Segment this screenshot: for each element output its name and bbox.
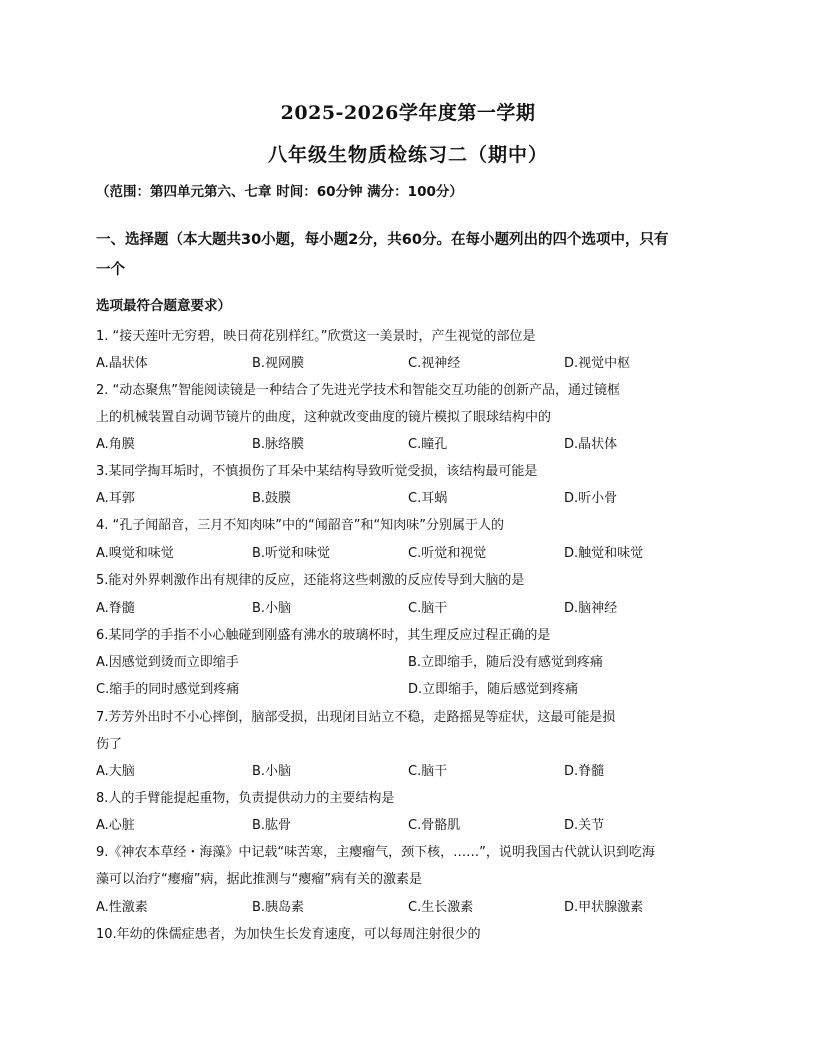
question-2-option-d: D.晶状体: [564, 437, 618, 452]
question-2-option-a: A.角膜: [96, 437, 135, 452]
question-7-option-a: A.大脑: [96, 764, 135, 779]
question-4-option-d: D.触觉和味觉: [564, 546, 644, 561]
exam-subtitle: 八年级生物质检练习二（期中）: [267, 144, 548, 166]
question-6-option-c: C.缩手的同时感觉到疼痛: [96, 682, 240, 697]
question-8-option-d: D.关节: [564, 818, 605, 833]
question-7-option-c: C.脑干: [408, 764, 448, 779]
question-8-option-c: C.骨骼肌: [408, 818, 461, 833]
question-9-option-c: C.生长激素: [408, 900, 474, 915]
question-8-stem: 8.人的手臂能提起重物，负责提供动力的主要结构是: [96, 791, 395, 806]
question-1-option-b: B.视网膜: [252, 356, 305, 371]
question-2-option-c: C.瞳孔: [408, 437, 448, 452]
question-3-stem: 3.某同学掏耳垢时，不慎损伤了耳朵中某结构导致听觉受损，该结构最可能是: [96, 464, 538, 479]
question-6-option-d: D.立即缩手，随后感觉到疼痛: [408, 682, 579, 697]
section-heading-line3: 选项最符合题意要求）: [96, 298, 231, 314]
question-4-option-a: A.嗅觉和味觉: [96, 546, 174, 561]
exam-range-info: （范围：第四单元第六、七章 时间：60分钟 满分：100分）: [96, 184, 463, 200]
question-7-stem-line1: 7.芳芳外出时不小心摔倒，脑部受损，出现闭目站立不稳，走路摇晃等症状，这最可能是损: [96, 710, 616, 725]
question-1-stem: 1. “接天莲叶无穷碧，映日荷花别样红。”欣赏这一美景时，产生视觉的部位是: [96, 329, 536, 344]
question-6-option-b: B.立即缩手，随后没有感觉到疼痛: [408, 655, 604, 670]
question-3-option-b: B.鼓膜: [252, 491, 292, 506]
question-3-option-d: D.听小骨: [564, 491, 618, 506]
question-2-option-b: B.脉络膜: [252, 437, 305, 452]
question-2-stem-line2: 上的机械装置自动调节镜片的曲度，这种就改变曲度的镜片模拟了眼球结构中的: [96, 410, 552, 425]
question-8-option-b: B.肱骨: [252, 818, 292, 833]
question-7-stem-line2: 伤了: [96, 737, 123, 752]
question-9-stem-line1: 9.《神农本草经・海藻》中记载“味苦寒，主瘿瘤气，颈下核，……”，说明我国古代就认识到吃海: [96, 845, 655, 860]
question-4-option-b: B.听觉和味觉: [252, 546, 331, 561]
question-9-option-d: D.甲状腺激素: [564, 900, 644, 915]
question-9-option-b: B.胰岛素: [252, 900, 305, 915]
question-7-option-d: D.脊髓: [564, 764, 605, 779]
exam-title: 2025-2026学年度第一学期: [280, 102, 536, 124]
question-5-stem: 5.能对外界刺激作出有规律的反应，还能将这些刺激的反应传导到大脑的是: [96, 573, 525, 588]
question-9-stem-line2: 藻可以治疗“瘿瘤”病，据此推测与“瘿瘤”病有关的激素是: [96, 872, 422, 887]
question-1-option-c: C.视神经: [408, 356, 461, 371]
question-5-option-c: C.脑干: [408, 601, 448, 616]
question-10-stem: 10.年幼的侏儒症患者，为加快生长发育速度，可以每周注射很少的: [96, 927, 481, 942]
section-heading-line1: 一、选择题（本大题共30小题，每小题2分，共60分。在每小题列出的四个选项中，只有: [96, 232, 669, 248]
question-5-option-a: A.脊髓: [96, 601, 135, 616]
question-1-option-a: A.晶状体: [96, 356, 148, 371]
question-9-option-a: A.性激素: [96, 900, 148, 915]
question-8-option-a: A.心脏: [96, 818, 135, 833]
question-4-option-c: C.听觉和视觉: [408, 546, 487, 561]
question-5-option-d: D.脑神经: [564, 601, 618, 616]
question-3-option-c: C.耳蜗: [408, 491, 448, 506]
question-6-stem: 6.某同学的手指不小心触碰到刚盛有沸水的玻璃杯时，其生理反应过程正确的是: [96, 628, 551, 643]
question-2-stem-line1: 2. “动态聚焦”智能阅读镜是一种结合了先进光学技术和智能交互功能的创新产品，通过镜框: [96, 383, 621, 398]
question-3-option-a: A.耳郭: [96, 491, 135, 506]
question-4-stem: 4. “孔子闻韶音，三月不知肉味”中的“闻韶音”和“知肉味”分别属于人的: [96, 518, 504, 533]
question-5-option-b: B.小脑: [252, 601, 292, 616]
question-7-option-b: B.小脑: [252, 764, 292, 779]
question-1-option-d: D.视觉中枢: [564, 356, 631, 371]
question-6-option-a: A.因感觉到烫而立即缩手: [96, 655, 239, 670]
section-heading-line2: 一个: [96, 262, 125, 278]
